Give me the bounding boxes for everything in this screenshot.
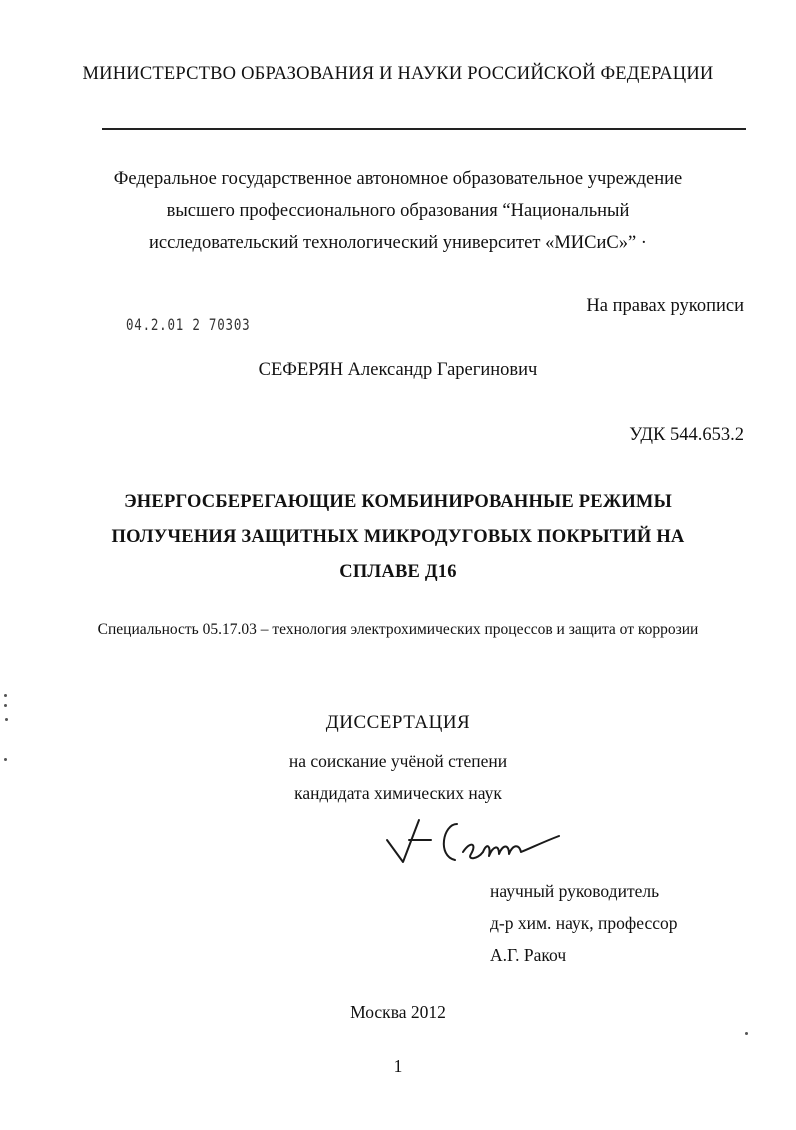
institution-line-2: высшего профессионального образования “Национальный bbox=[166, 201, 630, 221]
page-number: 1 bbox=[393, 1056, 403, 1076]
specialty-line: Специальность 05.17.03 – технология электрохимических процессов и защита от коррозии bbox=[97, 621, 699, 638]
scan-speck bbox=[4, 694, 7, 697]
manuscript-note: На правах рукописи bbox=[586, 296, 744, 316]
scan-speck bbox=[4, 758, 7, 761]
thesis-title-line-1: ЭНЕРГОСБЕРЕГАЮЩИЕ КОМБИНИРОВАННЫЕ РЕЖИМЫ bbox=[124, 492, 672, 512]
institution-line-3: исследовательский технологический университет «МИСиС»” · bbox=[149, 233, 647, 253]
dissertation-heading: ДИССЕРТАЦИЯ bbox=[325, 712, 471, 733]
supervisor-role: научный руководитель bbox=[490, 881, 660, 901]
registration-number-stamp: 04.2.01 2 70303 bbox=[126, 315, 251, 334]
institution-line-1: Федеральное государственное автономное образовательное учреждение bbox=[113, 169, 683, 189]
supervisor-degree: д-р хим. наук, профессор bbox=[490, 913, 678, 933]
thesis-title-line-2: ПОЛУЧЕНИЯ ЗАЩИТНЫХ МИКРОДУГОВЫХ ПОКРЫТИЙ НА bbox=[111, 527, 685, 547]
degree-line-2: кандидата химических наук bbox=[294, 783, 502, 803]
udk-code: УДК 544.653.2 bbox=[629, 425, 744, 445]
supervisor-block bbox=[490, 875, 677, 971]
ministry-header: МИНИСТЕРСТВО ОБРАЗОВАНИЯ И НАУКИ РОССИЙСКОЙ ФЕДЕРАЦИИ bbox=[82, 64, 714, 84]
degree-line-1: на соискание учёной степени bbox=[288, 751, 508, 771]
thesis-title bbox=[0, 485, 796, 590]
scan-speck bbox=[4, 704, 7, 707]
scan-speck bbox=[745, 1032, 748, 1035]
supervisor-name: А.Г. Ракоч bbox=[490, 945, 567, 965]
header-rule bbox=[102, 128, 746, 130]
thesis-title-line-3: СПЛАВЕ Д16 bbox=[339, 562, 457, 582]
author-signature bbox=[385, 810, 565, 876]
scan-speck bbox=[5, 718, 8, 721]
city-year: Москва 2012 bbox=[350, 1002, 446, 1022]
institution-block bbox=[0, 163, 796, 259]
author-name: СЕФЕРЯН Александр Гарегинович bbox=[258, 360, 538, 380]
degree-block bbox=[0, 745, 796, 809]
